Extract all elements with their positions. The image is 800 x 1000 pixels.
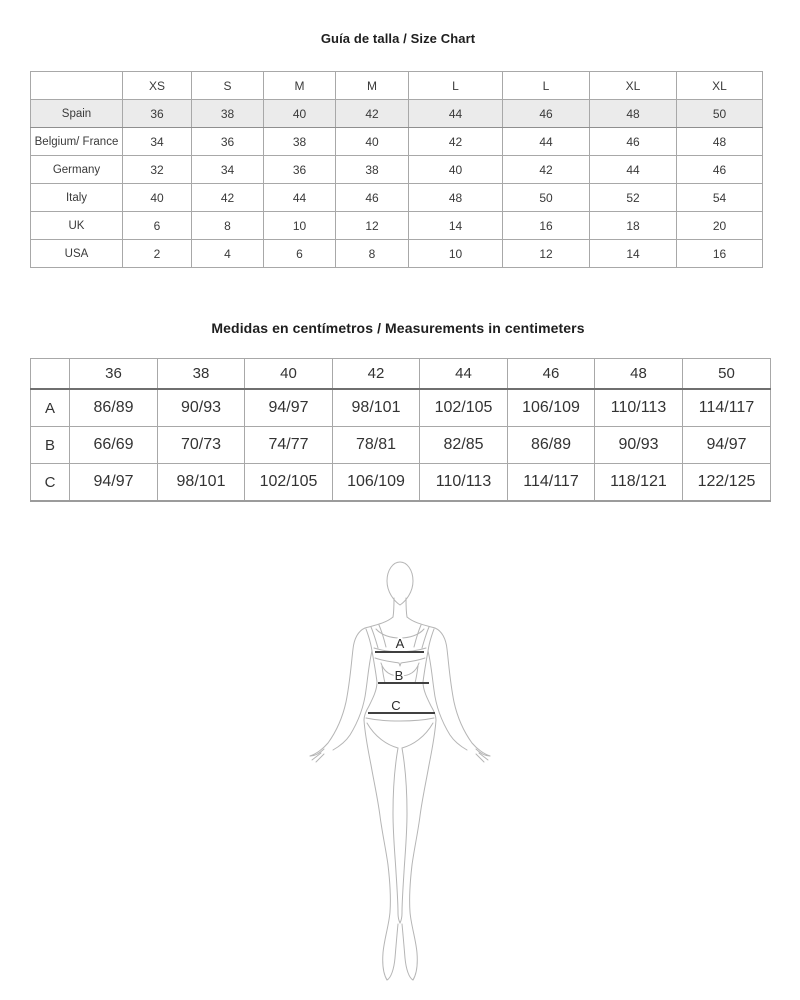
measurement-cell: 118/121 bbox=[595, 464, 683, 502]
measurement-cell: 110/113 bbox=[420, 464, 508, 502]
size-cell: 40 bbox=[264, 100, 336, 128]
size-cell: 42 bbox=[336, 100, 409, 128]
measurement-cell: 122/125 bbox=[683, 464, 771, 502]
measurement-cell: 98/101 bbox=[333, 389, 420, 427]
measurement-row-hip bbox=[31, 464, 771, 502]
measurements-header-cell: 48 bbox=[595, 359, 683, 390]
size-cell: 34 bbox=[123, 128, 192, 156]
size-cell: 32 bbox=[123, 156, 192, 184]
size-cell: 46 bbox=[590, 128, 677, 156]
measurement-cell: 114/117 bbox=[683, 389, 771, 427]
size-cell: 14 bbox=[409, 212, 503, 240]
size-cell: 36 bbox=[192, 128, 264, 156]
measurement-cell: 106/109 bbox=[333, 464, 420, 502]
size-cell: 16 bbox=[677, 240, 763, 268]
measurements-header-cell: 38 bbox=[158, 359, 245, 390]
size-cell: 4 bbox=[192, 240, 264, 268]
size-header-cell: XS bbox=[123, 72, 192, 100]
size-cell: 44 bbox=[409, 100, 503, 128]
size-cell: 44 bbox=[590, 156, 677, 184]
measurement-label: B bbox=[31, 427, 70, 464]
measurement-row-waist bbox=[31, 427, 771, 464]
measurements-header-cell: 46 bbox=[508, 359, 595, 390]
size-cell: 52 bbox=[590, 184, 677, 212]
measurement-cell: 114/117 bbox=[508, 464, 595, 502]
size-cell: 46 bbox=[677, 156, 763, 184]
measurement-cell: 110/113 bbox=[595, 389, 683, 427]
size-row-uk bbox=[31, 212, 763, 240]
measurement-cell: 86/89 bbox=[508, 427, 595, 464]
size-cell: 6 bbox=[123, 212, 192, 240]
measurement-label: A bbox=[31, 389, 70, 427]
measurement-cell: 102/105 bbox=[245, 464, 333, 502]
size-cell: 50 bbox=[503, 184, 590, 212]
size-row-italy bbox=[31, 184, 763, 212]
measurement-cell: 94/97 bbox=[70, 464, 158, 502]
measurement-cell: 86/89 bbox=[70, 389, 158, 427]
region-label: Germany bbox=[31, 156, 123, 184]
size-cell: 34 bbox=[192, 156, 264, 184]
size-cell: 6 bbox=[264, 240, 336, 268]
measurements-header-cell: 36 bbox=[70, 359, 158, 390]
measurement-cell: 94/97 bbox=[245, 389, 333, 427]
measurement-cell: 70/73 bbox=[158, 427, 245, 464]
size-cell: 46 bbox=[336, 184, 409, 212]
size-header-cell: XL bbox=[677, 72, 763, 100]
measurements-header-cell: 44 bbox=[420, 359, 508, 390]
size-cell: 20 bbox=[677, 212, 763, 240]
measurement-label: C bbox=[31, 464, 70, 502]
size-header-cell: M bbox=[264, 72, 336, 100]
size-cell: 40 bbox=[409, 156, 503, 184]
size-cell: 38 bbox=[336, 156, 409, 184]
size-header-cell: L bbox=[409, 72, 503, 100]
size-cell: 40 bbox=[123, 184, 192, 212]
measurement-cell: 98/101 bbox=[158, 464, 245, 502]
size-cell: 44 bbox=[264, 184, 336, 212]
region-label: Belgium/ France bbox=[31, 128, 123, 156]
measurement-cell: 94/97 bbox=[683, 427, 771, 464]
size-cell: 46 bbox=[503, 100, 590, 128]
size-cell: 42 bbox=[409, 128, 503, 156]
bust-label: A bbox=[395, 636, 405, 651]
size-header-cell: XL bbox=[590, 72, 677, 100]
size-row-germany bbox=[31, 156, 763, 184]
hip-label: C bbox=[391, 698, 401, 713]
size-cell: 48 bbox=[677, 128, 763, 156]
size-cell: 44 bbox=[503, 128, 590, 156]
size-cell: 38 bbox=[192, 100, 264, 128]
size-cell: 48 bbox=[590, 100, 677, 128]
measurements-header-cell bbox=[31, 359, 70, 390]
size-cell: 10 bbox=[409, 240, 503, 268]
size-cell: 12 bbox=[336, 212, 409, 240]
measurements-header-cell: 40 bbox=[245, 359, 333, 390]
size-header-cell: L bbox=[503, 72, 590, 100]
size-cell: 42 bbox=[503, 156, 590, 184]
size-cell: 36 bbox=[123, 100, 192, 128]
size-row-usa bbox=[31, 240, 763, 268]
size-cell: 42 bbox=[192, 184, 264, 212]
size-header-cell: M bbox=[336, 72, 409, 100]
measurements-header-cell: 50 bbox=[683, 359, 771, 390]
size-cell: 48 bbox=[409, 184, 503, 212]
size-cell: 2 bbox=[123, 240, 192, 268]
measurements-table bbox=[30, 358, 771, 502]
size-chart-title: Guía de talla / Size Chart bbox=[320, 31, 476, 46]
size-cell: 18 bbox=[590, 212, 677, 240]
size-cell: 38 bbox=[264, 128, 336, 156]
size-cell: 12 bbox=[503, 240, 590, 268]
region-label: USA bbox=[31, 240, 123, 268]
body-outline bbox=[310, 562, 490, 980]
measurement-cell: 74/77 bbox=[245, 427, 333, 464]
waist-label: B bbox=[394, 668, 404, 683]
measurement-cell: 90/93 bbox=[595, 427, 683, 464]
size-header-row bbox=[31, 72, 763, 100]
region-label: UK bbox=[31, 212, 123, 240]
size-cell: 50 bbox=[677, 100, 763, 128]
size-cell: 14 bbox=[590, 240, 677, 268]
size-cell: 8 bbox=[336, 240, 409, 268]
measurement-cell: 90/93 bbox=[158, 389, 245, 427]
measurement-cell: 78/81 bbox=[333, 427, 420, 464]
body-measurement-figure bbox=[300, 550, 500, 990]
size-row-spain bbox=[31, 100, 763, 128]
measurement-cell: 106/109 bbox=[508, 389, 595, 427]
measurement-cell: 66/69 bbox=[70, 427, 158, 464]
size-header-cell: S bbox=[192, 72, 264, 100]
size-cell: 40 bbox=[336, 128, 409, 156]
size-cell: 54 bbox=[677, 184, 763, 212]
measurements-header-row bbox=[31, 359, 771, 390]
size-row-belgium-france bbox=[31, 128, 763, 156]
size-cell: 16 bbox=[503, 212, 590, 240]
measurement-cell: 82/85 bbox=[420, 427, 508, 464]
size-conversion-table bbox=[30, 71, 763, 268]
size-cell: 8 bbox=[192, 212, 264, 240]
measurement-cell: 102/105 bbox=[420, 389, 508, 427]
measurements-title: Medidas en centímetros / Measurements in centimeters bbox=[211, 320, 585, 336]
size-cell: 10 bbox=[264, 212, 336, 240]
size-cell: 36 bbox=[264, 156, 336, 184]
measurements-header-cell: 42 bbox=[333, 359, 420, 390]
region-label: Italy bbox=[31, 184, 123, 212]
measurement-row-bust bbox=[31, 389, 771, 427]
size-header-cell bbox=[31, 72, 123, 100]
region-label: Spain bbox=[31, 100, 123, 128]
